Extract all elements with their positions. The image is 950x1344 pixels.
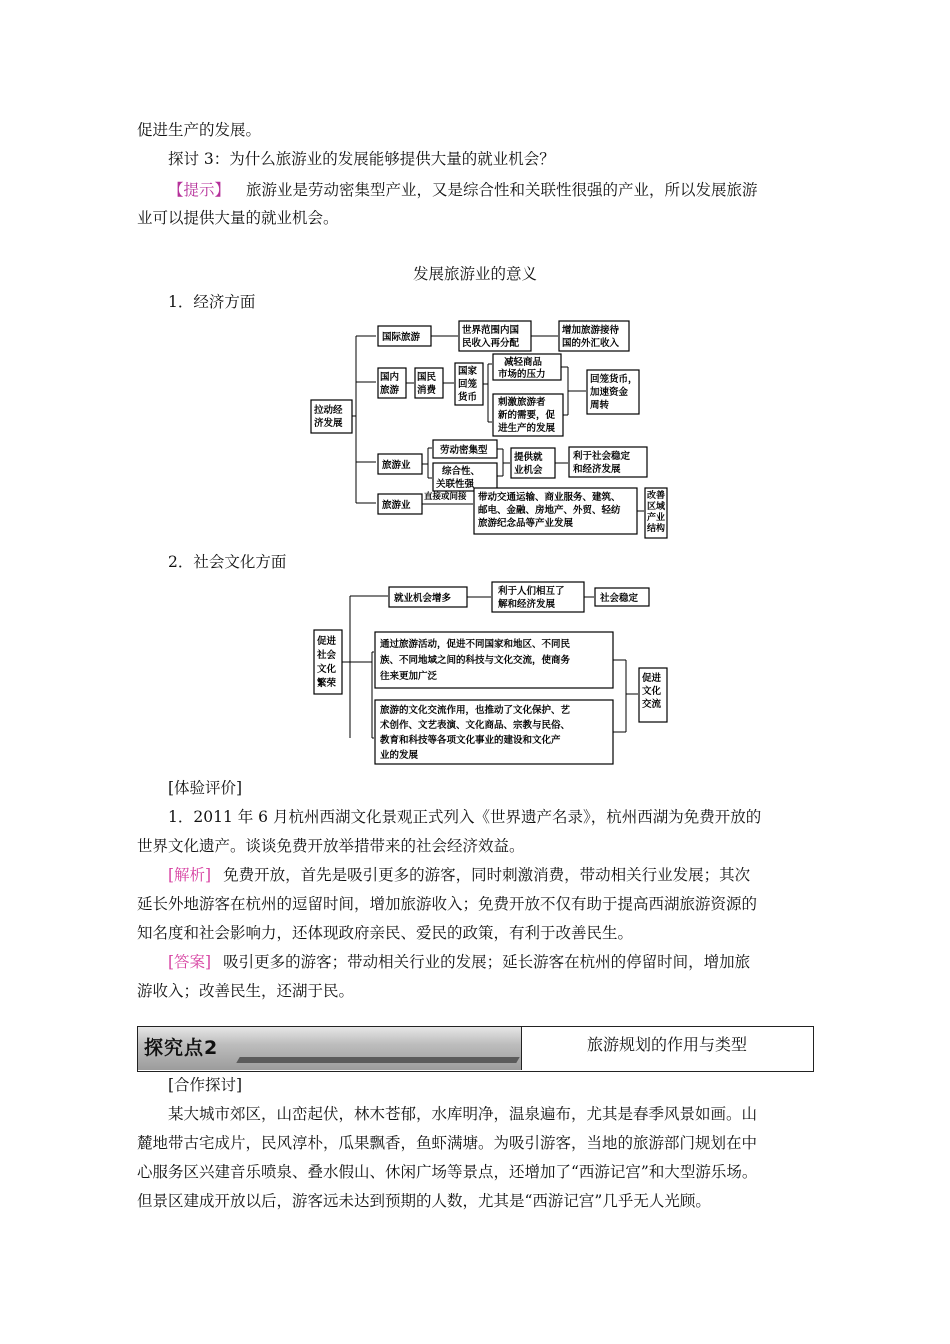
banner-label-area [138, 1027, 522, 1070]
section-title: 发展旅游业的意义 [412, 265, 537, 283]
eco-compreh: 综合性、关联性强 [436, 466, 481, 490]
banner-tag: 探究点2 [144, 1037, 219, 1059]
eco-speed: 回笼货币，加速资金周转 [590, 374, 638, 411]
eco-redist: 世界范围内国民收入再分配 [462, 325, 520, 349]
eco-labor: 劳动密集型 [440, 445, 488, 456]
eco-root-label: 拉动经济发展 [314, 405, 343, 429]
eco-tourism1: 旅游业 [382, 460, 411, 471]
coop-p1: 某大城市郊区，山峦起伏，林木苍郁，水库明净，温泉遍布，尤其是春季风景如画。山 [168, 1105, 758, 1123]
eco-intl: 国际旅游 [382, 332, 421, 343]
soc-stable: 社会稳定 [600, 593, 639, 604]
hint-line [168, 178, 758, 200]
answer-text: 吸引更多的游客；带动相关行业的发展；延长游客在杭州的停留时间，增加旅 [223, 953, 751, 971]
analysis-text-2: 延长外地游客在杭州的逗留时间，增加旅游收入；免费开放不仅有助于提高西湖旅游资源的 [137, 895, 758, 913]
soc-root: 促进社会文化繁荣 [317, 636, 337, 689]
soc-understand: 利于人们相互了解和经济发展 [498, 586, 565, 610]
answer-tag: [答案] [168, 953, 212, 971]
eco-domestic: 国内旅游 [380, 372, 400, 396]
soc-culture: 旅游的文化交流作用，也推动了文化保护、艺术创作、文艺表演、文化商品、宗教与民俗、教育和科技等各项文化事业的建设和文化产业的发展 [380, 705, 571, 761]
soc-heading: 2．社会文化方面 [168, 553, 287, 571]
intro-line: 促进生产的发展。 [137, 121, 262, 139]
eco-recall: 国家回笼货币 [458, 366, 478, 403]
social-diagram [308, 576, 680, 768]
eco-stimulate: 刺激旅游者新的需要，促进生产的发展 [498, 397, 556, 434]
eco-forex: 增加旅游接待国的外汇收入 [562, 325, 620, 349]
eco-tourism2: 旅游业 [382, 500, 411, 511]
section-banner [137, 1026, 814, 1072]
hint-text: 旅游业是劳动密集型产业，又是综合性和关联性很强的产业，所以发展旅游 [246, 181, 758, 199]
hint-tag: 【提示】 [168, 181, 231, 199]
eco-jobs: 提供就业机会 [514, 452, 543, 476]
eco-drive: 带动交通运输、商业服务、建筑、邮电、金融、房地产、外贸、轻纺旅游纪念品等产业发展 [478, 492, 621, 529]
banner-title: 旅游规划的作用与类型 [586, 1035, 747, 1054]
answer-text-2: 游收入；改善民生，还湖于民。 [137, 982, 355, 1000]
eco-reduce: 减轻商品市场的压力 [498, 357, 546, 380]
banner-stripe [236, 1057, 519, 1063]
eco-stable: 利于社会稳定和经济发展 [573, 451, 631, 475]
answer-line [168, 950, 750, 972]
eco-direct: 直接或间接 [424, 492, 467, 502]
analysis-text: 免费开放，首先是吸引更多的游客，同时刺激消费，带动相关行业发展；其次 [223, 866, 751, 884]
eval-tag: [体验评价] [168, 779, 243, 797]
coop-p3: 心服务区兴建音乐喷泉、叠水假山、休闲广场等景点，还增加了“西游记宫”和大型游乐场。 [137, 1163, 758, 1181]
coop-p4: 但景区建成开放以后，游客远未达到预期的人数，尤其是“西游记宫”几乎无人光顾。 [137, 1192, 711, 1210]
eco-heading: 1．经济方面 [168, 293, 256, 311]
eval-q1: 1．2011 年 6 月杭州西湖文化景观正式列入《世界遗产名录》，杭州西湖为免费开放的 [168, 808, 762, 826]
eco-improve: 改善区域产业结构 [647, 491, 666, 534]
eval-q1-cont: 世界文化遗产。谈谈免费开放举措带来的社会经济效益。 [137, 837, 525, 855]
economic-diagram [300, 316, 680, 540]
analysis-line [168, 863, 750, 885]
soc-promote: 促进文化交流 [642, 673, 662, 710]
analysis-tag: [解析] [168, 866, 212, 884]
hint-text-cont: 业可以提供大量的就业机会。 [137, 209, 339, 227]
analysis-text-3: 知名度和社会影响力，还体现政府亲民、爱民的政策，有利于改善民生。 [137, 924, 634, 942]
coop-tag: [合作探讨] [168, 1076, 243, 1094]
soc-jobs: 就业机会增多 [394, 593, 452, 604]
question-3: 探讨 3：为什么旅游业的发展能够提供大量的就业机会？ [168, 150, 555, 168]
coop-p2: 麓地带古宅成片，民风淳朴，瓜果飘香，鱼虾满塘。为吸引游客，当地的旅游部门规划在中 [137, 1134, 758, 1152]
eco-consume: 国民消费 [417, 372, 437, 396]
soc-exchange: 通过旅游活动，促进不同国家和地区、不同民族、不同地域之间的科技与文化交流，使商务往来更加广泛 [380, 639, 571, 682]
